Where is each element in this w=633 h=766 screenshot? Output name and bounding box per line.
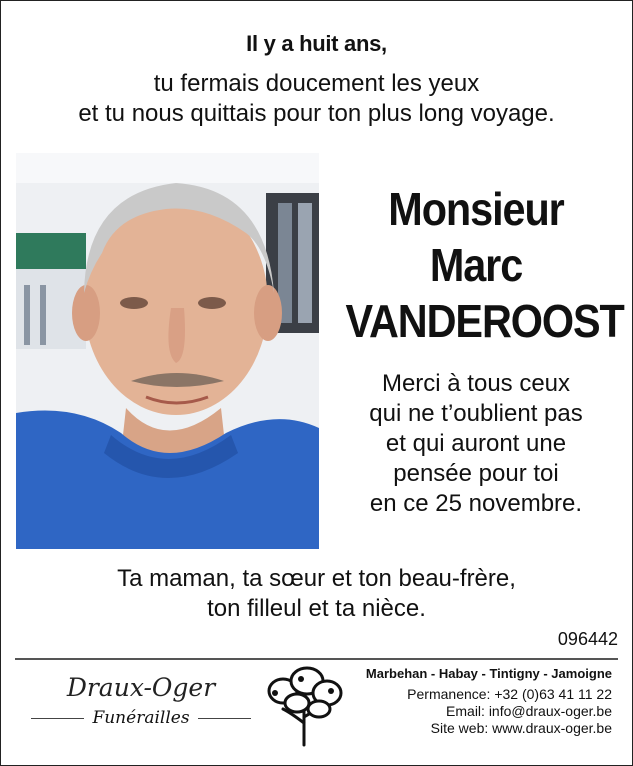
name-last: VANDEROOST (345, 295, 624, 347)
thanks-line: pensée pour toi (393, 460, 559, 487)
footer-divider (15, 658, 618, 660)
locations: Marbehan - Habay - Tintigny - Jamoigne (365, 666, 612, 681)
thanks-line: en ce 25 novembre. (369, 490, 583, 517)
funeral-home-subtitle: Funérailles (92, 708, 190, 728)
funeral-home-contact (332, 665, 612, 737)
funeral-home-brand (31, 673, 251, 728)
funeral-home-subtitle-row (31, 708, 251, 728)
signature-line-1: Ta maman, ta sœur et ton beau-frère, (117, 565, 516, 592)
portrait-photo (16, 153, 319, 549)
family-signature (1, 564, 632, 624)
funeral-home-name: Draux-Oger (66, 673, 216, 702)
thanks-line: et qui auront une (385, 430, 567, 457)
email: Email: info@draux-oger.be (446, 703, 612, 719)
thanks-message (341, 369, 611, 519)
name-first: Marc (429, 239, 523, 291)
reference-number: 096442 (557, 629, 618, 649)
intro-line-1: tu fermais doucement les yeux (153, 70, 480, 97)
website: Site web: www.draux-oger.be (430, 720, 612, 736)
thanks-line: Merci à tous ceux (381, 370, 571, 397)
phone: Permanence: +32 (0)63 41 11 22 (407, 686, 612, 702)
intro-text (1, 69, 632, 129)
headline: Il y a huit ans, (246, 31, 387, 56)
subtitle-rule-right (198, 718, 251, 719)
intro-line-2: et tu nous quittais pour ton plus long voyage. (78, 100, 555, 127)
name-title: Monsieur (388, 183, 564, 235)
deceased-name (345, 181, 624, 349)
subtitle-rule-left (31, 718, 84, 719)
signature-line-2: ton filleul et ta nièce. (207, 595, 426, 622)
thanks-line: qui ne t’oublient pas (369, 400, 583, 427)
